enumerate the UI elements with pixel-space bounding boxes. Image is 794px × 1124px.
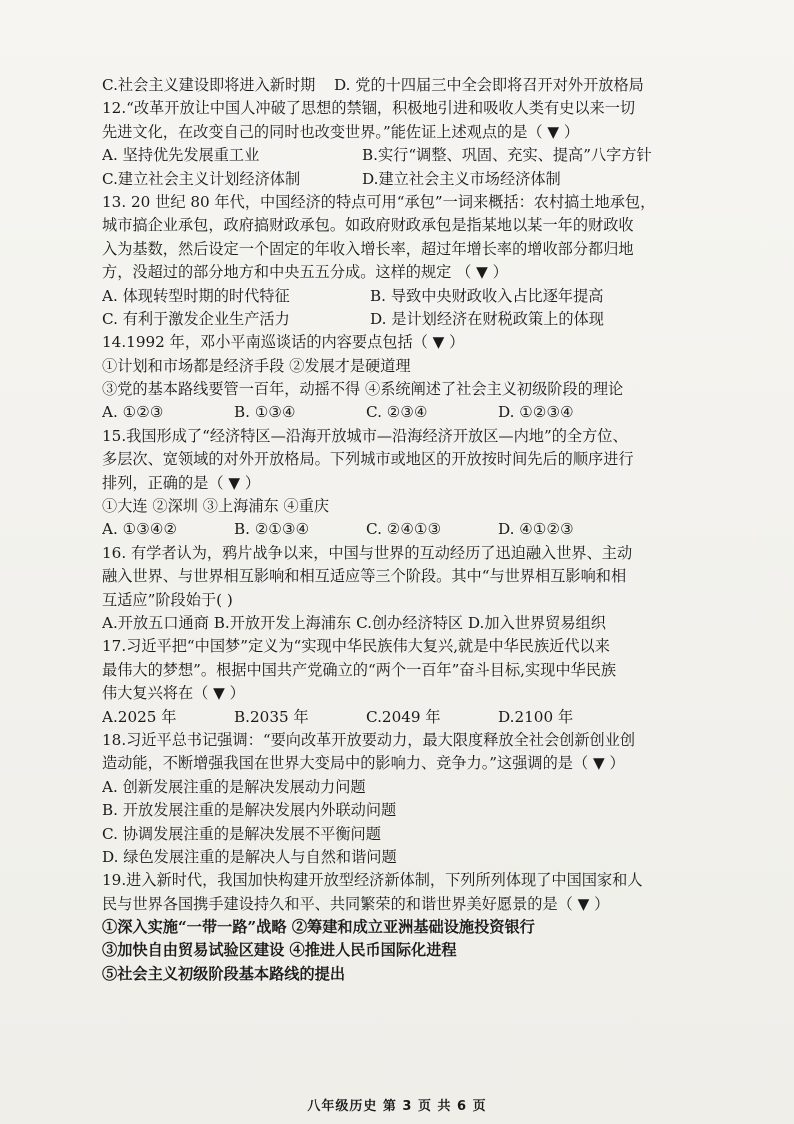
- q16-options-row[interactable]: A.开放五口通商 B.开放开发上海浦东 C.创办经济特区 D.加入世界贸易组织: [102, 613, 606, 632]
- q13-stem-line: 方，没超过的部分地方和中央五五分成。这样的规定 （ ▼ ）: [102, 263, 508, 282]
- q13-stem-line: 入为基数，然后设定一个固定的年收入增长率，超过年增长率的增收部分都归地: [102, 239, 634, 258]
- q12-option-c[interactable]: C.建立社会主义计划经济体制: [102, 169, 301, 188]
- q14-option-b[interactable]: B. ①③④: [234, 403, 296, 422]
- question-content: [102, 74, 702, 986]
- q12-stem-line: 先进文化，在改变自己的同时也改变世界。”能佐证上述观点的是（ ▼ ）: [102, 122, 580, 141]
- q13-options-row: [102, 308, 702, 331]
- q11-option-c[interactable]: C.社会主义建设即将进入新时期: [102, 76, 316, 94]
- q14-options-row: [102, 401, 702, 424]
- q14-statement-line: ①计划和市场都是经济手段 ②发展才是硬道理: [102, 356, 411, 375]
- q18-stem-line: 18.习近平总书记强调：“要向改革开放要动力，最大限度释放全社会创新创业创: [102, 730, 636, 749]
- q14-statement-line: ③党的基本路线要管一百年，动摇不得 ④系统阐述了社会主义初级阶段的理论: [102, 380, 624, 399]
- q17-option-b[interactable]: B.2035 年: [234, 707, 309, 726]
- q15-statement-line: ①大连 ②深圳 ③上海浦东 ④重庆: [102, 497, 330, 516]
- q18-option-d[interactable]: D. 绿色发展注重的是解决人与自然和谐问题: [102, 847, 397, 866]
- q13-stem-line: 城市搞企业承包，政府搞财政承包。如政府财政承包是指某地以某一年的财政收: [102, 216, 634, 235]
- q18-option-c[interactable]: C. 协调发展注重的是解决发展不平衡问题: [102, 824, 381, 843]
- q12-option-a[interactable]: A. 坚持优先发展重工业: [102, 146, 260, 165]
- q17-stem-line: 最伟大的梦想”。根据中国共产党确立的“两个一百年”奋斗目标,实现中华民族: [102, 660, 617, 679]
- q15-option-b[interactable]: B. ②①③④: [234, 520, 310, 539]
- q15-option-c[interactable]: C. ②④①③: [366, 520, 442, 539]
- q14-option-d[interactable]: D. ①②③④: [498, 403, 574, 422]
- q14-option-a[interactable]: A. ①②③: [102, 403, 164, 422]
- q17-option-d[interactable]: D.2100 年: [498, 707, 574, 726]
- q17-stem-line: 伟大复兴将在（ ▼ ）: [102, 684, 245, 703]
- q17-option-a[interactable]: A.2025 年: [102, 707, 177, 726]
- q11-option-d[interactable]: D. 党的十四届三中全会即将召开对外开放格局: [334, 76, 644, 94]
- q17-option-c[interactable]: C.2049 年: [366, 707, 441, 726]
- q16-stem-line: 16. 有学者认为，鸦片战争以来，中国与世界的互动经历了迅迫融入世界、主动: [102, 543, 633, 562]
- q15-stem-line: 15.我国形成了“经济特区—沿海开放城市—沿海经济开放区—内地”的全方位、: [102, 426, 628, 445]
- q19-statement-line: ③加快自由贸易试验区建设 ④推进人民币国际化进程: [102, 941, 457, 960]
- q12-stem-line: 12.“改革开放让中国人冲破了思想的禁锢，积极地引进和吸收人类有史以来一切: [102, 99, 636, 118]
- page-footer: 八年级历史 第 3 页 共 6 页: [307, 1099, 487, 1114]
- q13-option-c[interactable]: C. 有利于激发企业生产活力: [102, 309, 290, 328]
- q15-option-a[interactable]: A. ①③④②: [102, 520, 178, 539]
- q13-options-row: [102, 285, 702, 308]
- q12-options-row: [102, 144, 702, 167]
- q12-option-d[interactable]: D.建立社会主义市场经济体制: [362, 169, 561, 188]
- q16-stem-line: 融入世界、与世界相互影响和相互适应等三个阶段。其中“与世界相互影响和相: [102, 567, 627, 586]
- q15-options-row: [102, 518, 702, 541]
- q19-statement-line: ⑤社会主义初级阶段基本路线的提出: [102, 964, 345, 983]
- q18-stem-line: 造动能，不断增强我国在世界大变局中的影响力、竞争力。”这强调的是（ ▼ ）: [102, 754, 625, 773]
- q14-option-c[interactable]: C. ②③④: [366, 403, 428, 422]
- q15-stem-line: 排列，正确的是（ ▼ ）: [102, 473, 261, 492]
- q18-option-b[interactable]: B. 开放发展注重的是解决发展内外联动问题: [102, 801, 397, 820]
- q13-option-a[interactable]: A. 体现转型时期的时代特征: [102, 286, 290, 305]
- q19-stem-line: 民与世界各国携手建设持久和平、共同繁荣的和谐世界美好愿景的是（ ▼ ）: [102, 894, 610, 913]
- q17-stem-line: 17.习近平把“中国梦”定义为“实现中华民族伟大复兴,就是中华民族近代以来: [102, 637, 610, 656]
- q18-option-a[interactable]: A. 创新发展注重的是解决发展动力问题: [102, 777, 366, 796]
- q13-stem-line: 13. 20 世纪 80 年代，中国经济的特点可用“承包”一词来概括：农村搞土地承包，: [102, 192, 656, 211]
- q19-stem-line: 19.进入新时代，我国加快构建开放型经济新体制，下列所列体现了中国国家和人: [102, 871, 643, 890]
- q11-options: [102, 74, 702, 97]
- q13-option-b[interactable]: B. 导致中央财政收入占比逐年提高: [370, 286, 604, 305]
- q15-stem-line: 多层次、宽领域的对外开放格局。下列城市或地区的开放按时间先后的顺序进行: [102, 450, 634, 469]
- q14-stem-line: 14.1992 年，邓小平南巡谈话的内容要点包括（ ▼ ）: [102, 333, 465, 352]
- q15-option-d[interactable]: D. ④①②③: [498, 520, 574, 539]
- q12-options-row: [102, 168, 702, 191]
- q17-options-row: [102, 706, 702, 729]
- q19-statement-line: ①深入实施“一带一路”战略 ②筹建和成立亚洲基础设施投资银行: [102, 918, 535, 937]
- q12-option-b[interactable]: B.实行“调整、巩固、充实、提高”八字方针: [362, 146, 652, 165]
- q16-stem-line: 互适应”阶段始于( ): [102, 590, 233, 609]
- q13-option-d[interactable]: D. 是计划经济在财税政策上的体现: [370, 309, 604, 328]
